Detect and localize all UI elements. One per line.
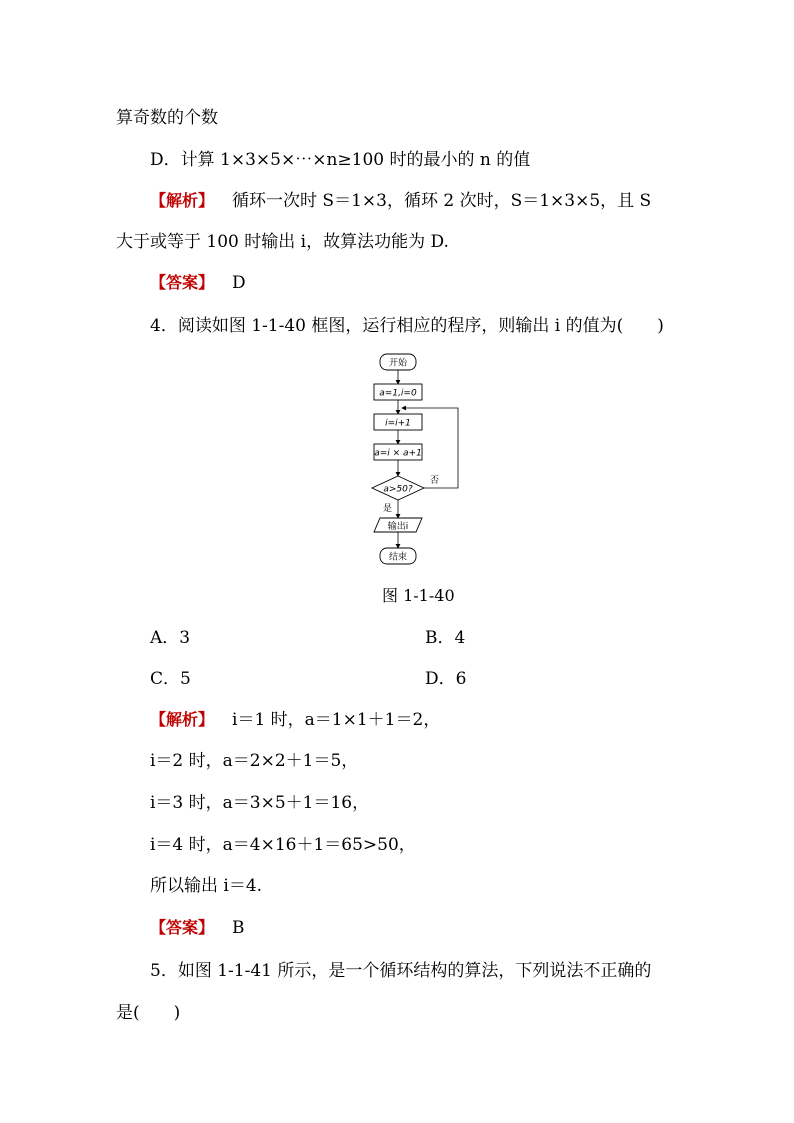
flow-condition-label: a>50?: [383, 484, 413, 495]
q3-option-d: D．计算 1×3×5×⋯×n≥100 时的最小的 n 的值: [150, 150, 531, 170]
flowchart-1-1-40: [360, 348, 470, 570]
q4-option-c: C．5: [150, 669, 191, 689]
q4-option-d: D．6: [425, 669, 467, 689]
q4-analysis-line-1: [150, 709, 440, 731]
q4-analysis-line-4: i＝4 时，a＝4×16＋1＝65>50，: [150, 835, 416, 855]
q5-stem-line-1: 5．如图 1-1-41 所示，是一个循环结构的算法，下列说法不正确的: [150, 961, 652, 981]
q3-answer-value: D: [232, 273, 246, 293]
figure-caption: 图 1-1-40: [382, 586, 455, 605]
flow-end-label: 结束: [388, 552, 408, 563]
q4-stem: 4．阅读如图 1-1-40 框图，运行相应的程序，则输出 i 的值为( ): [150, 316, 664, 336]
q4-analysis-line-5: 所以输出 i＝4.: [150, 876, 263, 896]
q3-analysis-line-2: 大于或等于 100 时输出 i，故算法功能为 D.: [116, 232, 449, 252]
q4-answer-value: B: [232, 918, 245, 938]
q3-answer-line: [150, 272, 246, 294]
flow-init-label: a=1,i=0: [379, 388, 417, 399]
flow-start-label: 开始: [388, 358, 408, 369]
q3-analysis-line-1: [150, 190, 651, 212]
flow-yes-label: 是: [383, 504, 393, 514]
q4-analysis-text-1: i＝1 时，a＝1×1＋1＝2，: [232, 710, 441, 730]
q4-option-b: B．4: [425, 628, 466, 648]
q3-analysis-text-1: 循环一次时 S＝1×3，循环 2 次时，S＝1×3×5，且 S: [232, 191, 652, 211]
flow-update-label: a=i × a+1: [374, 448, 422, 459]
q3-analysis-tag: 【解析】: [150, 191, 215, 210]
flow-output-label: 输出i: [387, 522, 409, 532]
q4-analysis-tag: 【解析】: [150, 710, 215, 729]
flow-no-label: 否: [430, 476, 440, 486]
q5-stem-line-2: 是( ): [116, 1003, 181, 1023]
q3-tail-text: 算奇数的个数: [116, 108, 218, 128]
q4-answer-tag: 【答案】: [150, 918, 215, 937]
q3-answer-tag: 【答案】: [150, 273, 215, 292]
flow-increment-label: i=i+1: [385, 418, 411, 429]
q4-analysis-line-3: i＝3 时，a＝3×5＋1＝16，: [150, 793, 370, 813]
q4-answer-line: [150, 917, 245, 939]
q4-analysis-line-2: i＝2 时，a＝2×2＋1＝5，: [150, 751, 359, 771]
q4-option-a: A．3: [150, 628, 191, 648]
